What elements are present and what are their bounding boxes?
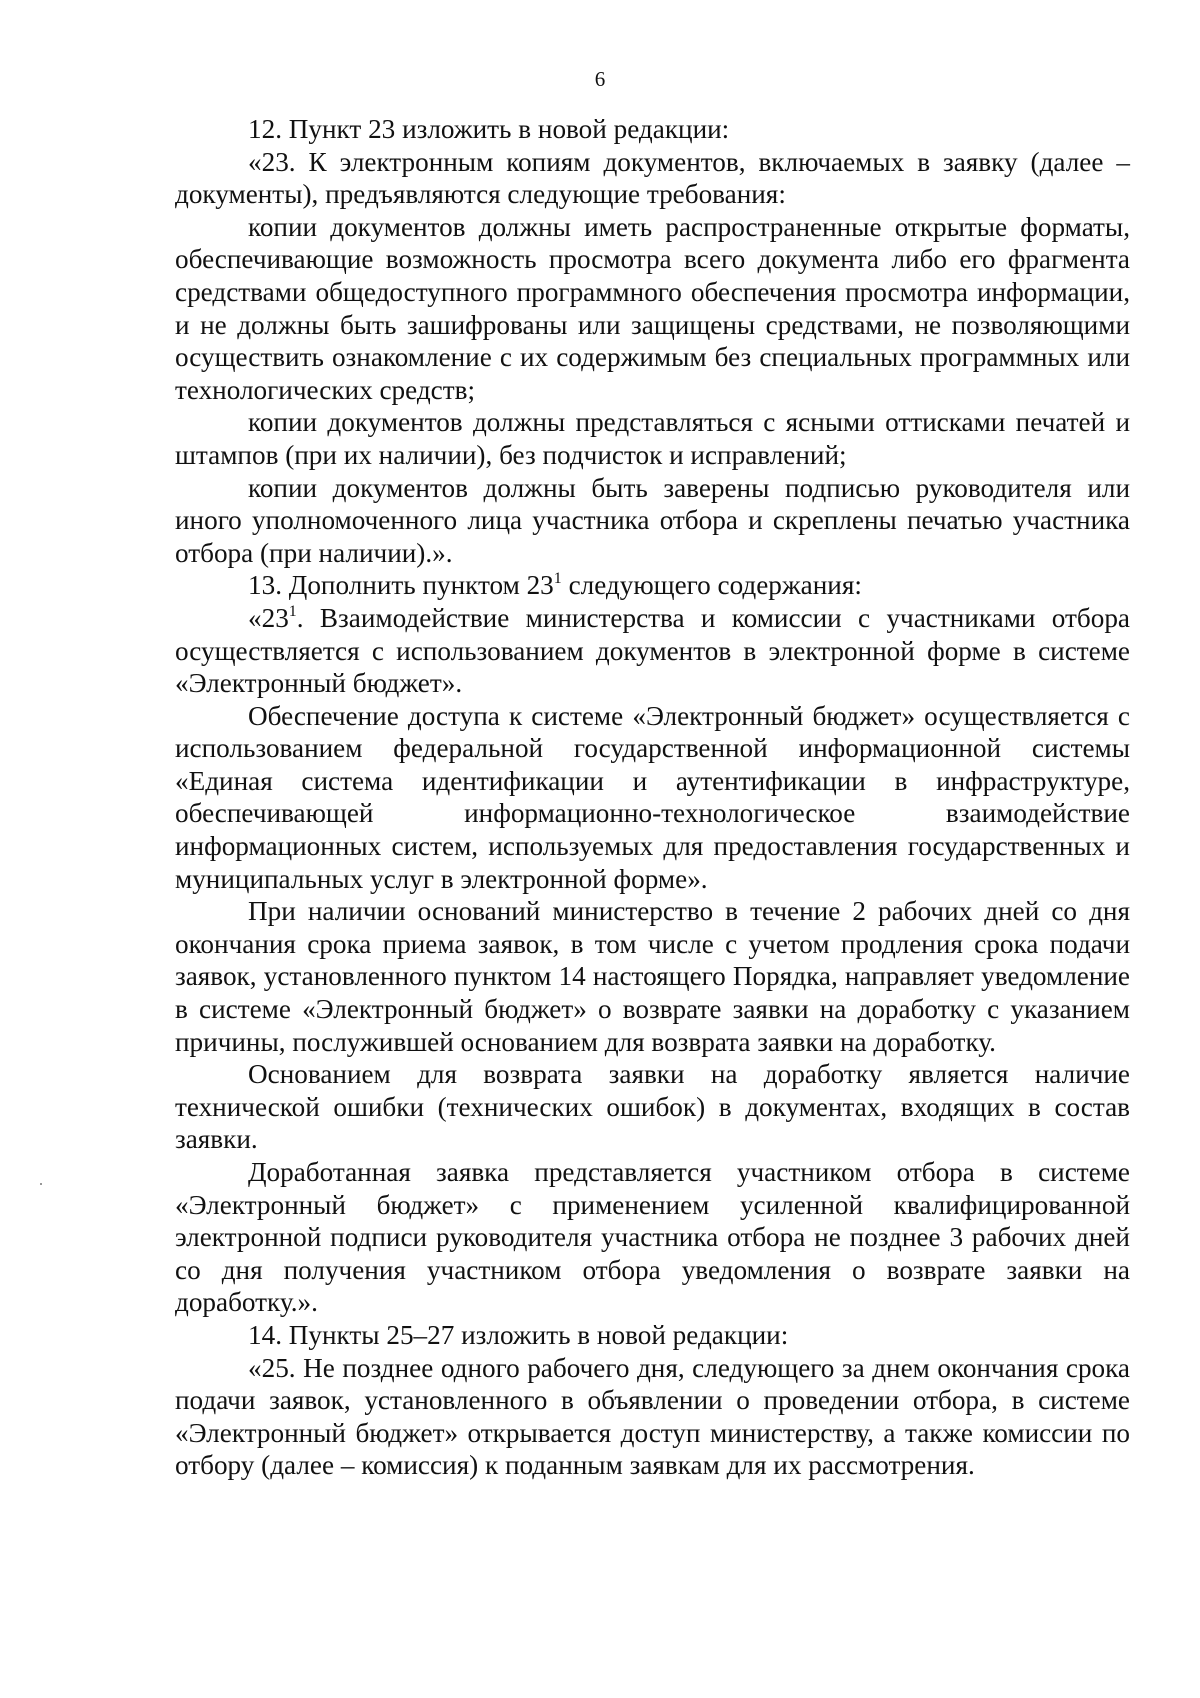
paragraph-item-14: 14. Пункты 25–27 изложить в новой редакции:	[248, 1319, 789, 1350]
paragraph-item-13	[175, 569, 1130, 602]
paragraph-item-23-1-text: «23	[248, 602, 289, 633]
paragraph-item-23-intro: «23. К электронным копиям документов, включаемых в заявку (далее – документы), предъявляются следующие требования:	[175, 146, 1130, 210]
paragraph-return-notice: При наличии оснований министерство в течение 2 рабочих дней со дня окончания срока приема заявок, в том числе с учетом продления срока подачи заявок, установленного пунктом 14 настоящего Порядка, направляет уведомление в системе «Электронный бюджет» о возврате заявки на доработку с указанием причины, послужившей основанием для возврата заявки на доработку.	[175, 896, 1130, 1057]
paragraph-copies-signature: копии документов должны быть заверены подписью руководителя или иного уполномоченного лица участника отбора и скреплены печатью участника отбора (при наличии).».	[175, 472, 1130, 568]
scan-speck	[40, 1183, 42, 1185]
paragraph-item-23-1-tail: . Взаимодействие министерства и комиссии с участниками отбора осуществляется с использованием документов в электронной форме в системе «Электронный бюджет».	[175, 602, 1130, 699]
superscript-number: 1	[288, 602, 297, 620]
paragraph-item-13-tail: следующего содержания:	[561, 570, 862, 601]
paragraph-copies-seals: копии документов должны представляться с ясными оттисками печатей и штампов (при их наличии), без подчисток и исправлений;	[175, 407, 1130, 470]
paragraph-revised-application: Доработанная заявка представляется участником отбора в системе «Электронный бюджет» с применением усиленной квалифицированной электронной подписи руководителя участника отбора не позднее 3 рабочих дней со дня получения участником отбора уведомления о возврате заявки на доработку.».	[175, 1157, 1130, 1318]
paragraph-access: Обеспечение доступа к системе «Электронный бюджет» осуществляется с использованием федеральной государственной информационной системы «Единая система идентификации и аутентификации в инфраструктуре, обеспечивающей информационно-технологическое взаимодействие информационных систем, используемых для предоставления государственных и муниципальных услуг в электронной форме».	[175, 700, 1130, 894]
paragraph-item-25: «25. Не позднее одного рабочего дня, следующего за днем окончания срока подачи заявок, установленного в объявлении о проведении отбора, в системе «Электронный бюджет» открывается доступ министерству, а также комиссии по отбору (далее – комиссия) к поданным заявкам для их рассмотрения.	[175, 1352, 1130, 1481]
paragraph-copies-formats: копии документов должны иметь распространенные открытые форматы, обеспечивающие возможность просмотра всего документа либо его фрагмента средствами общедоступного программного обеспечения просмотра информации, и не должны быть зашифрованы или защищены средствами, не позволяющими осуществить ознакомление с их содержимым без специальных программных или технологических средств;	[175, 211, 1130, 405]
superscript-number: 1	[553, 570, 562, 588]
paragraph-item-12: 12. Пункт 23 изложить в новой редакции:	[248, 114, 730, 144]
paragraph-return-basis: Основанием для возврата заявки на доработку является наличие технической ошибки (технических ошибок) в документах, входящих в состав заявки.	[175, 1059, 1130, 1155]
document-body	[175, 113, 1130, 1482]
paragraph-item-23-1	[175, 602, 1130, 700]
page-number: 6	[594, 67, 606, 91]
paragraph-item-13-text: 13. Дополнить пунктом 23	[248, 570, 554, 601]
